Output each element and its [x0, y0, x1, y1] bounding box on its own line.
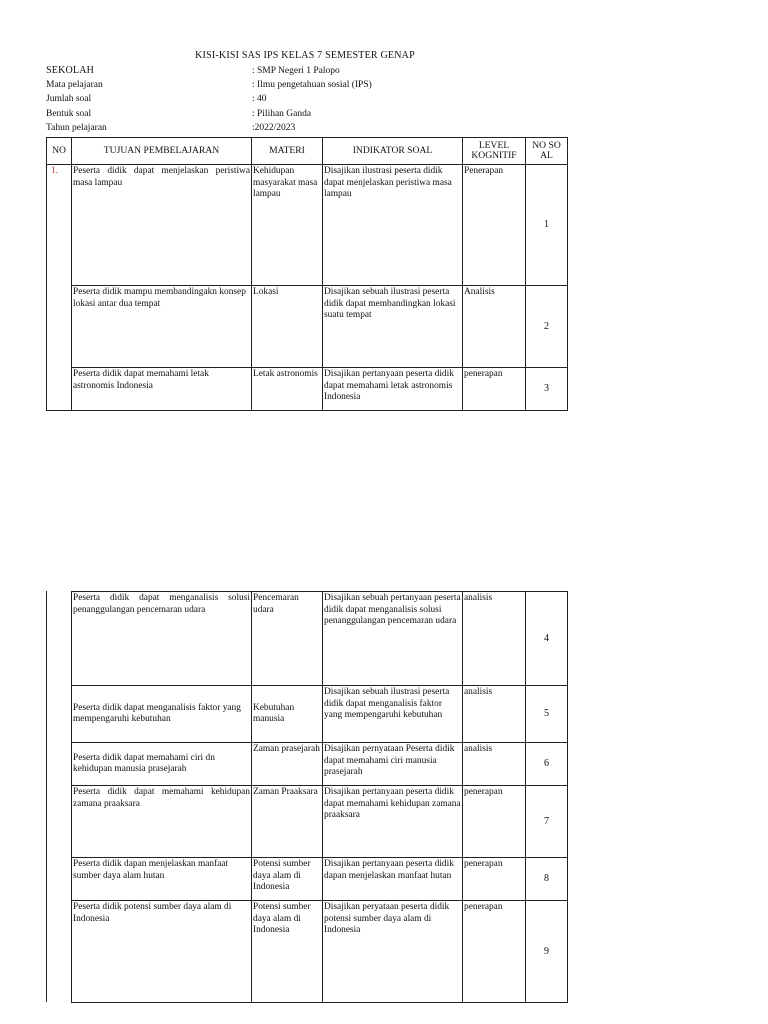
row-materi: Zaman prasejarah: [252, 743, 323, 786]
info-row-tahun-pelajaran: [46, 121, 566, 135]
row-level: penerapan: [463, 858, 526, 901]
row-tujuan: Peserta didik potensi sumber daya alam di Indonesia: [72, 901, 252, 1003]
row-materi: Pencemaran udara: [252, 592, 323, 686]
kisi-kisi-table-page-2: [71, 591, 568, 1003]
row-tujuan: Peserta didik dapat menganalisis solusi penanggulangan pencemaran udara: [72, 592, 252, 686]
table-row: [72, 786, 568, 858]
row-level: penerapan: [463, 368, 526, 411]
header-indikator: INDIKATOR SOAL: [323, 138, 463, 165]
row-nosoal: 5: [526, 686, 568, 743]
header-tujuan: TUJUAN PEMBELAJARAN: [72, 138, 252, 165]
row-no: 1.: [47, 165, 72, 411]
table-row: [47, 165, 568, 286]
header-level: LEVEL KOGNITIF: [463, 138, 526, 165]
row-tujuan: Peserta didik mampu membandingakn konsep lokasi antar dua tempat: [72, 286, 252, 368]
table-row: [47, 368, 568, 411]
row-tujuan: Peserta didik dapat menganalisis faktor yang mempengaruhi kebutuhan: [72, 686, 252, 743]
info-value: : Ilmu pengetahuan sosial (IPS): [252, 80, 372, 91]
row-materi: Letak astronomis: [252, 368, 323, 411]
row-nosoal: 9: [526, 901, 568, 1003]
header-no: NO: [47, 138, 72, 165]
table-row: [72, 592, 568, 686]
row-level: penerapan: [463, 901, 526, 1003]
row-indikator: Disajikan peryataan peserta didik potensi sumber daya alam di Indonesia: [323, 901, 463, 1003]
info-label: Jumlah soal: [46, 94, 92, 105]
row-tujuan: Peserta didik dapat memahami ciri dn kehidupan manusia prasejarah: [72, 743, 252, 786]
row-nosoal: 8: [526, 858, 568, 901]
table-header-row: [47, 138, 568, 165]
row-nosoal: 4: [526, 592, 568, 686]
table-row: [72, 858, 568, 901]
info-row-jumlah-soal: [46, 92, 566, 106]
row-tujuan: Peserta didik dapan menjelaskan manfaat sumber daya alam hutan: [72, 858, 252, 901]
row-tujuan: Peserta didik dapat menjelaskan peristiwa masa lampau: [72, 165, 252, 286]
row-indikator: Disajikan sebuah ilustrasi peserta didik dapat membandingkan lokasi suatu tempat: [323, 286, 463, 368]
row-indikator: Disajikan sebuah pertanyaan peserta didik dapat menganalisis solusi penanggulangan pencemaran udara: [323, 592, 463, 686]
header-materi: MATERI: [252, 138, 323, 165]
info-row-sekolah: [46, 64, 566, 78]
info-label: Mata pelajaran: [46, 80, 103, 91]
info-value: :2022/2023: [252, 122, 296, 133]
row-indikator: Disajikan pertanyaan peserta didik dapat memahami letak astronomis Indonesia: [323, 368, 463, 411]
row-materi: Kehidupan masyarakat masa lampau: [252, 165, 323, 286]
info-value: : 40: [252, 94, 267, 105]
table-row: [72, 686, 568, 743]
header-nosoal: NO SO AL: [526, 138, 568, 165]
row-nosoal: 3: [526, 368, 568, 411]
info-row-bentuk-soal: [46, 107, 566, 121]
row-nosoal: 1: [526, 165, 568, 286]
row-level: analisis: [463, 592, 526, 686]
document-info: [46, 64, 566, 135]
page-margin-line: [46, 591, 47, 1002]
info-label: Tahun pelajaran: [46, 122, 107, 133]
row-indikator: Disajikan pertanyaan peserta didik dapan menjelaskan manfaat hutan: [323, 858, 463, 901]
info-value: : Pilihan Ganda: [252, 108, 312, 119]
row-level: analisis: [463, 686, 526, 743]
info-label: Bentuk soal: [46, 108, 92, 119]
row-tujuan: Peserta didik dapat memahami letak astronomis Indonesia: [72, 368, 252, 411]
row-nosoal: 6: [526, 743, 568, 786]
row-indikator: Disajikan sebuah ilustrasi peserta didik dapat menganalisis faktor yang mempengaruhi kebutuhan: [323, 686, 463, 743]
row-level: Penerapan: [463, 165, 526, 286]
row-level: analisis: [463, 743, 526, 786]
row-indikator: Disajikan pernyataan Peserta didik dapat memahami ciri manusia prasejarah: [323, 743, 463, 786]
row-materi: Kebutuhan manusia: [252, 686, 323, 743]
row-materi: Zaman Praaksara: [252, 786, 323, 858]
row-indikator: Disajikan ilustrasi peserta didik dapat menjelaskan peristiwa masa lampau: [323, 165, 463, 286]
row-materi: Potensi sumber daya alam di Indonesia: [252, 858, 323, 901]
table-row: [72, 743, 568, 786]
row-indikator: Disajikan pertanyaan peserta didik dapat memahami kehidupan zamana praaksara: [323, 786, 463, 858]
table-row: [47, 286, 568, 368]
row-tujuan: Peserta didik dapat memahami kehidupan zamana praaksara: [72, 786, 252, 858]
row-level: Analisis: [463, 286, 526, 368]
document-title: KISI-KISI SAS IPS KELAS 7 SEMESTER GENAP: [195, 50, 415, 61]
kisi-kisi-table-page-1: [46, 137, 568, 411]
table-row: [72, 901, 568, 1003]
row-nosoal: 7: [526, 786, 568, 858]
info-label: SEKOLAH: [46, 65, 95, 76]
info-value: : SMP Negeri 1 Palopo: [252, 66, 340, 76]
row-level: penerapan: [463, 786, 526, 858]
row-nosoal: 2: [526, 286, 568, 368]
info-row-mata-pelajaran: [46, 78, 566, 92]
row-materi: Lokasi: [252, 286, 323, 368]
row-materi: Potensi sumber daya alam di Indonesia: [252, 901, 323, 1003]
